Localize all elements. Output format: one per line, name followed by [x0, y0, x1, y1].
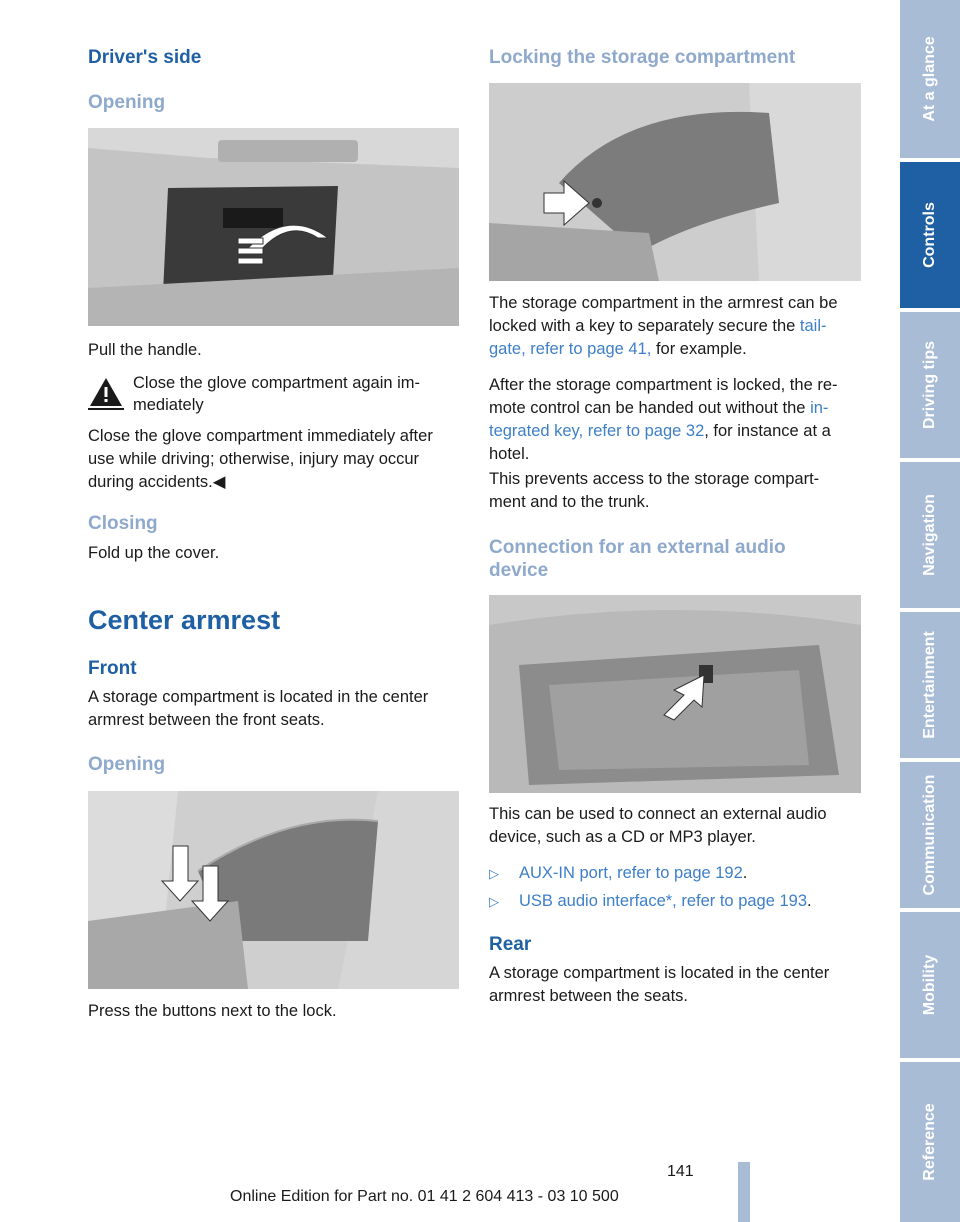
bullet-aux-in: ▷ AUX-IN port, refer to page 192.: [489, 862, 869, 885]
tab-at-a-glance[interactable]: At a glance: [900, 0, 960, 158]
heading-opening-2: Opening: [88, 754, 166, 775]
heading-connection: Connection for an external audio device: [489, 537, 786, 581]
heading-front: Front: [88, 658, 137, 679]
armrest-lock-image: [489, 83, 861, 281]
prevents-text: This prevents access to the storage compart‐ ment and to the trunk.: [489, 470, 820, 511]
connect-text: This can be used to connect an external audio device, such as a CD or MP3 player.: [489, 805, 827, 846]
fold-cover-text: Fold up the cover.: [88, 544, 220, 562]
glove-compartment-image: [88, 128, 459, 326]
press-buttons-text: Press the buttons next to the lock.: [88, 1002, 337, 1020]
footer-edition: Online Edition for Part no. 01 41 2 604 413 - 03 10 500: [230, 1188, 619, 1205]
tab-reference[interactable]: Reference: [900, 1062, 960, 1222]
tailgate-link[interactable]: tail‐: [799, 317, 827, 335]
front-storage-text: A storage compartment is located in the center armrest between the front seats.: [88, 688, 429, 729]
integrated-key-link-2[interactable]: tegrated key, refer to page 32: [489, 422, 705, 440]
heading-drivers-side: Driver's side: [88, 47, 202, 68]
usb-link[interactable]: USB audio interface*, refer to page 193: [519, 892, 808, 910]
rear-storage-text: A storage compartment is located in the center armrest between the seats.: [489, 964, 830, 1005]
pull-handle-text: Pull the handle.: [88, 341, 202, 359]
heading-opening: Opening: [88, 92, 166, 113]
armrest-opening-image: [88, 791, 459, 989]
tab-controls[interactable]: Controls: [900, 162, 960, 308]
bullet-arrow-icon: ▷: [489, 866, 499, 881]
heading-center-armrest: Center armrest: [88, 605, 281, 635]
warning-title: Close the glove compartment again im‐ mediately: [133, 374, 421, 414]
tab-navigation[interactable]: Navigation: [900, 462, 960, 608]
bullet-arrow-icon: ▷: [489, 894, 499, 909]
tab-entertainment[interactable]: Entertainment: [900, 612, 960, 758]
heading-locking: Locking the storage compartment: [489, 47, 796, 68]
chapter-sidebar: [900, 0, 960, 1222]
tab-driving-tips[interactable]: Driving tips: [900, 312, 960, 458]
lock-text: The storage compartment in the armrest can be locked with a key to separately secure the tail‐ gate, refer to page 41, for example.: [489, 294, 838, 358]
tab-communication[interactable]: Communication: [900, 762, 960, 908]
audio-connection-image: [489, 595, 861, 793]
after-lock-text: After the storage compartment is locked, the re‐ mote control can be handed out without the in‐ tegrated key, refer to page 32, for instance at a hotel.: [489, 376, 838, 463]
aux-in-link[interactable]: AUX-IN port, refer to page 192: [519, 864, 743, 882]
page-number: 141: [667, 1163, 694, 1180]
tab-mobility[interactable]: Mobility: [900, 912, 960, 1058]
heading-rear: Rear: [489, 934, 532, 955]
bullet-usb: ▷ USB audio interface*, refer to page 193.: [489, 890, 869, 913]
integrated-key-link[interactable]: in‐: [810, 399, 829, 417]
warning-body: Close the glove compartment immediately after use while driving; otherwise, injury may occur during accidents.◀: [88, 427, 433, 491]
tailgate-link-2[interactable]: gate, refer to page 41,: [489, 340, 652, 358]
page-marker: [738, 1162, 750, 1222]
warning-icon: [88, 375, 124, 411]
heading-closing: Closing: [88, 513, 158, 534]
